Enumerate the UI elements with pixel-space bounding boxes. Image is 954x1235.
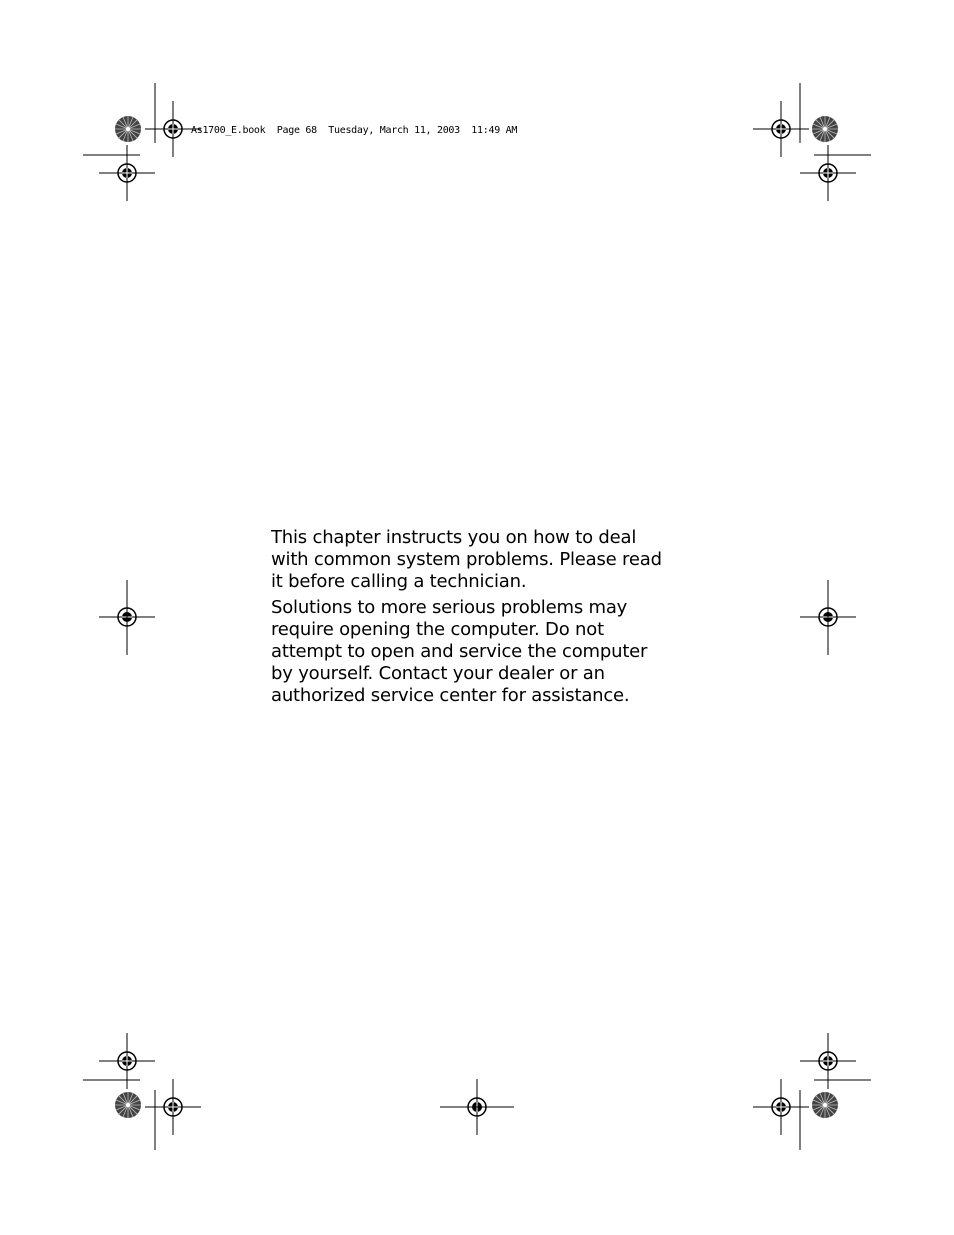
bottom-left-registration-mark-icon: [145, 1079, 201, 1135]
intro-paragraph: This chapter instructs you on how to deal with common system problems. Please read it before calling a technician.: [271, 527, 662, 592]
left-lower-registration-mark-icon: [99, 1033, 155, 1089]
right-upper-registration-mark-icon: [800, 145, 856, 201]
print-slug: As1700_E.book Page 68 Tuesday, March 11, 2003 11:49 AM: [191, 125, 518, 136]
bottom-right-registration-mark-icon: [753, 1079, 809, 1135]
bottom-right-star-target-icon: [812, 1092, 838, 1118]
top-right-star-target-icon: [812, 116, 838, 142]
right-lower-registration-mark-icon: [800, 1033, 856, 1089]
left-upper-registration-mark-icon: [99, 145, 155, 201]
top-left-star-target-icon: [115, 116, 141, 142]
bottom-left-star-target-icon: [115, 1092, 141, 1118]
chapter-intro: [271, 527, 671, 711]
top-right-registration-mark-icon: [753, 101, 809, 157]
intro-paragraph: Solutions to more serious problems may require opening the computer. Do not attempt to open and service the computer by yourself. Contact your dealer or an authorized service center for assistance.: [271, 597, 648, 706]
